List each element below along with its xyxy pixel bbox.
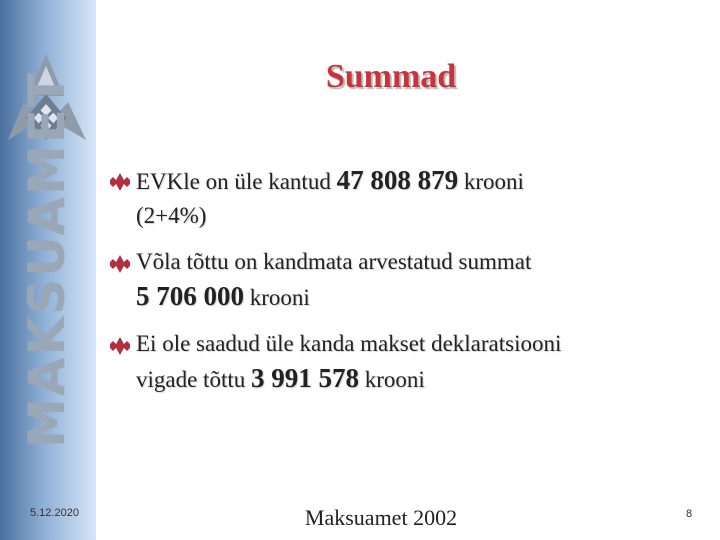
bullet-text: (2+4%) (136, 203, 207, 228)
diamond-bullet-icon (110, 255, 130, 273)
diamond-bullet-icon (110, 173, 130, 191)
footer-text: Maksuamet 2002 (304, 505, 458, 530)
bullet-text: krooni (358, 367, 425, 392)
amount-value: 47 808 879 (336, 165, 459, 195)
diamond-bullet-icon (110, 337, 130, 355)
bullet-item (110, 245, 690, 315)
amount-value: 5 706 000 (136, 281, 244, 311)
bullet-text: krooni (458, 169, 524, 194)
bullet-text: Võla tõttu on kandmata arvestatud summat (136, 249, 532, 274)
amount-value: 3 991 578 (250, 363, 359, 393)
bullet-item (110, 163, 690, 233)
slide-title: Summad (325, 58, 457, 95)
page-number: 8 (686, 508, 693, 520)
date-label: 5.12.2020 (30, 507, 79, 519)
sidebar (0, 0, 96, 540)
bullet-list (110, 163, 690, 409)
bullet-text: vigade tõttu (136, 367, 251, 392)
brand-text: MAKSUAMET (18, 71, 76, 448)
bullet-text: EVKle on üle kantud (136, 169, 337, 194)
bullet-text: krooni (244, 285, 310, 310)
bullet-item (110, 327, 690, 397)
bullet-text: Ei ole saadud üle kanda makset deklaratsiooni (136, 331, 562, 356)
